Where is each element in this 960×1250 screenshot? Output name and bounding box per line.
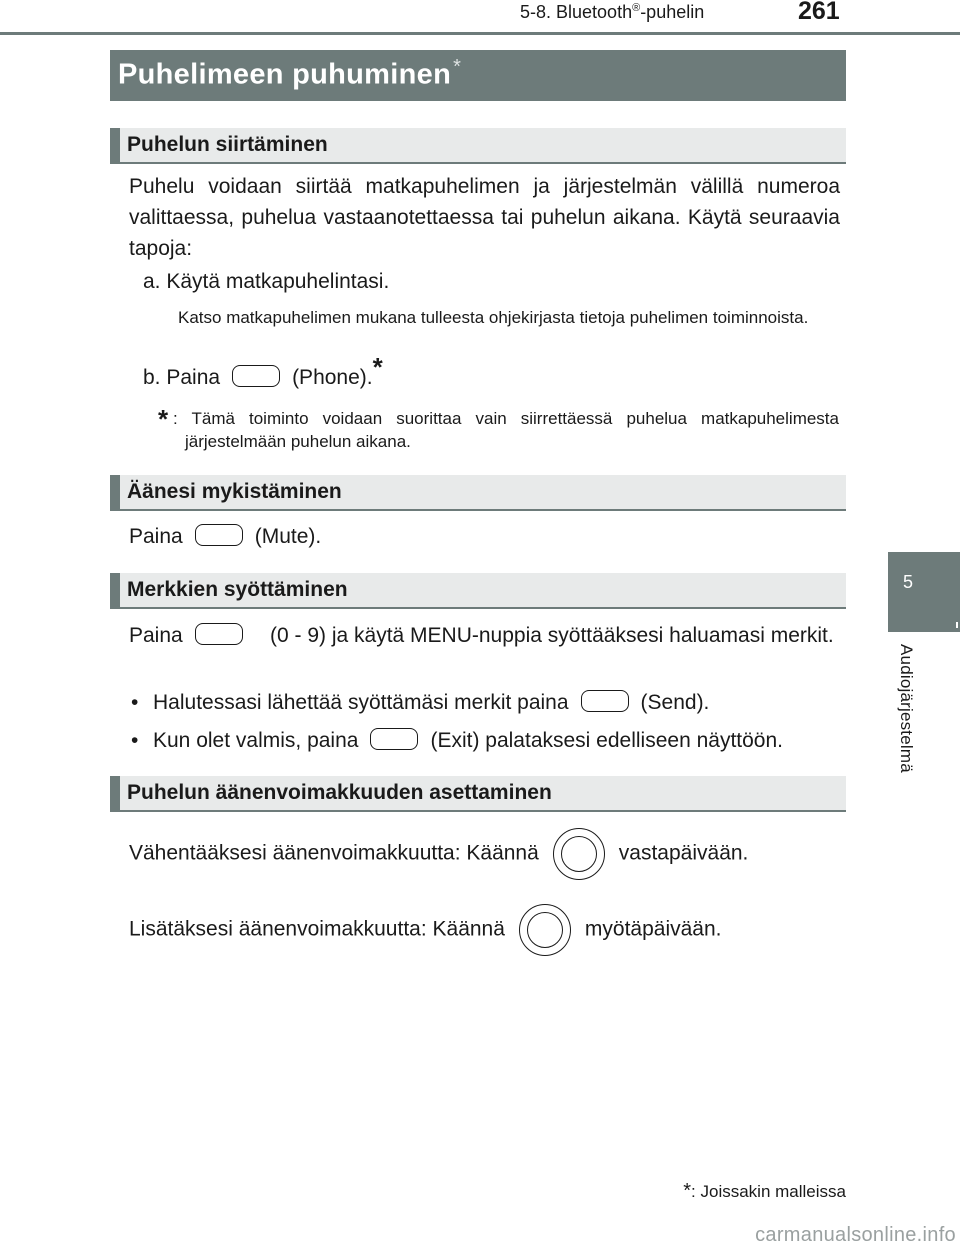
section-title: 5-8. Bluetooth®-puhelin: [520, 2, 705, 22]
page-number: 261: [798, 0, 840, 25]
transfer-footnote: : Tämä toiminto voidaan suorittaa vain siirrettäessä puhelua matkapuhelimesta järjestelmään puhelun aikana.: [173, 409, 839, 451]
volume-decrease: Vähentääksesi äänenvoimakkuutta: Käännä vastapäivään.: [129, 828, 839, 880]
subheader-volume: Puhelun äänenvoimakkuuden asettaminen: [110, 776, 846, 812]
title-asterisk: *: [453, 56, 462, 78]
subheader-transfer: Puhelun siirtäminen: [110, 128, 846, 164]
option-b: b. Paina (Phone).*: [143, 352, 383, 389]
mute-instruction: Paina (Mute).: [129, 525, 322, 548]
option-a: a. Käytä matkapuhelintasi.: [143, 270, 390, 293]
footnote-asterisk: *: [683, 1180, 692, 1202]
tune-knob-icon: [519, 904, 571, 956]
exit-instruction: Kun olet valmis, paina (Exit) palataksesi edelliseen näyttöön.: [153, 729, 783, 752]
page-title: Puhelimeen puhuminen *: [118, 56, 462, 91]
mute-button-icon: [195, 524, 243, 546]
option-a-note: Katso matkapuhelimen mukana tulleesta ohjekirjasta tietoja puhelimen toiminnoista.: [178, 308, 809, 327]
bullet-symbol: •: [131, 691, 139, 714]
characters-instruction: (0 - 9) ja käytä MENU-nuppia syöttääksesi haluamasi merkit.: [270, 624, 834, 647]
chapter-label: Audiojärjestelmä: [897, 644, 916, 773]
characters-prefix: Paina: [129, 620, 319, 651]
exit-button-icon: [370, 728, 418, 750]
bullet-symbol: •: [131, 729, 139, 752]
send-button-icon: [581, 690, 629, 712]
volume-increase: Lisätäksesi äänenvoimakkuutta: Käännä myötäpäivään.: [129, 904, 839, 956]
option-b-asterisk: *: [372, 352, 383, 382]
page-title-bar: [110, 50, 846, 101]
page-footnote: *: Joissakin malleissa: [683, 1180, 846, 1202]
phone-button-icon: [232, 365, 280, 387]
send-instruction: Halutessasi lähettää syöttämäsi merkit paina (Send).: [153, 691, 710, 714]
transfer-intro: Puhelu voidaan siirtää matkapuhelimen ja järjestelmän välillä numeroa valittaessa, puhelua vastaanotettaessa tai puhelun aikana. Käytä seuraavia tapoja:: [129, 175, 840, 260]
chapter-number: 5: [902, 572, 913, 592]
transfer-footnote-mark: *: [158, 404, 169, 434]
chapter-tab-tick: [956, 622, 958, 628]
subheader-mute: Äänesi mykistäminen: [110, 475, 846, 511]
subheader-characters: Merkkien syöttäminen: [110, 573, 846, 609]
watermark: carmanualsonline.info: [755, 1224, 956, 1246]
header-rule: [0, 32, 960, 35]
tune-knob-icon: [553, 828, 605, 880]
